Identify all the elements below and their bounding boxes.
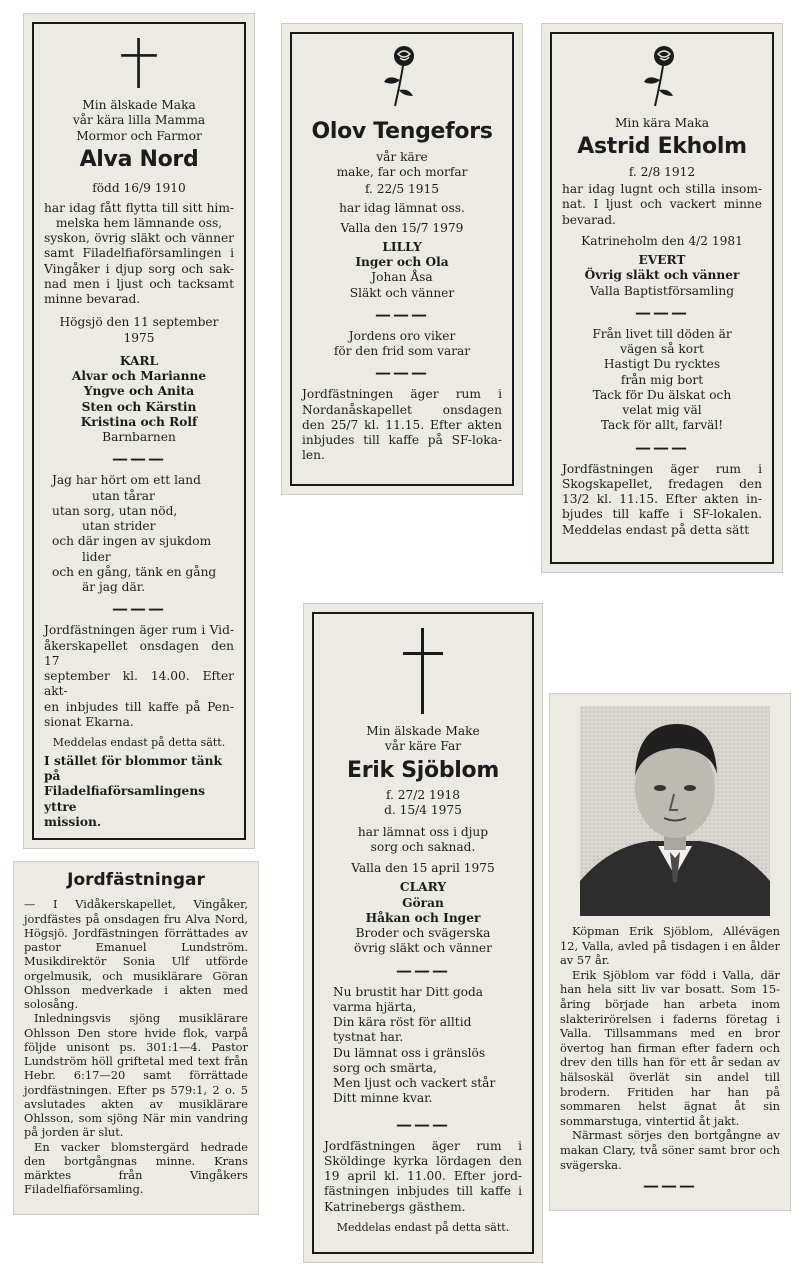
funeral-info: Jordfästningen äger rum i Sköldinge kyrka lördagen den 19 april kl. 11.00. Efter jord- fästningen inbjudes till kaffe i Katrinebergs gästhem. <box>324 1138 522 1214</box>
mourners-primary: EVERT Övrig släkt och vänner <box>584 253 740 283</box>
mourners-grandchildren: Barnbarnen <box>102 430 176 444</box>
mourners-primary: CLARY Göran Håkan och Inger <box>365 880 481 925</box>
place-date: Valla den 15/7 1979 <box>340 220 464 235</box>
news-erik-sjoblom <box>550 694 790 1210</box>
poem: Från livet till döden är vägen så kort Hastigt Du rycktes från mig bort Tack för Du älskat och velat mig väl Tack för allt, farväl! <box>592 326 732 433</box>
divider: ——— <box>396 960 450 980</box>
deceased-name: Olov Tengefors <box>311 119 493 144</box>
article-paragraph: Inledningsvis sjöng musiklärare Ohlsson Den store hvide flok, varpå följde unisont ps. 301:1—4. Pastor Lundström höll griftetal med text från Hebr. 6:17—20 samt förrättade jordfästningen. Efter ps 579:1, 2 o. 5 avslutades akten av musiklärare Ohlsson, som sjöng När min vandring på jorden är slut. <box>24 1011 248 1140</box>
obituary-intro: Min älskade Make vår käre Far <box>366 724 480 754</box>
poem: Jag har hört om ett land utan tårar utan sorg, utan nöd, utan strider och där ingen av sjukdom lider och en gång, tänk en gång är jag där. <box>52 473 217 594</box>
obituary-intro: Min älskade Maka vår kära lilla Mamma Mormor och Farmor <box>72 98 206 143</box>
mourners: Broder och svägerska övrig släkt och vänner <box>354 926 492 956</box>
obituary-body: har idag lugnt och stilla insom- nat. I ljust och vackert minne bevarad. <box>562 182 762 227</box>
place-date: Högsjö den 11 september 1975 <box>59 315 219 345</box>
birth-date: f. 22/5 1915 <box>364 182 440 196</box>
article-title: Jordfästningar <box>67 870 205 890</box>
birth-date: f. 2/8 1912 <box>628 164 696 179</box>
divider: ——— <box>396 1114 450 1134</box>
obituary-body: har idag lämnat oss. <box>339 201 465 216</box>
divider: ——— <box>375 363 429 383</box>
divider: ——— <box>635 437 689 457</box>
obituary-intro: Min kära Maka <box>614 116 710 130</box>
notice: Meddelas endast på detta sätt. <box>336 1220 510 1234</box>
news-paragraph: Närmast sörjes den bortgångne av makan Clary, två söner samt bror och svägerska. <box>560 1128 780 1172</box>
deceased-name: Astrid Ekholm <box>577 134 747 160</box>
divider: ——— <box>112 599 166 619</box>
cross-icon <box>401 628 445 714</box>
divider: ——— <box>112 449 166 469</box>
mourners: Johan Åsa Släkt och vänner <box>349 270 455 300</box>
cross-icon <box>117 38 161 88</box>
obituary-body: har lämnat oss i djup sorg och saknad. <box>357 824 489 854</box>
news-paragraph: Köpman Erik Sjöblom, Allévägen 12, Valla, avled på tisdagen i en ålder av 57 år. <box>560 924 780 968</box>
obituary-olov-tengefors <box>282 24 522 494</box>
obituary-erik-sjoblom <box>304 604 542 1262</box>
portrait-photo <box>580 706 770 916</box>
notice: Meddelas endast på detta sätt. <box>52 736 226 749</box>
divider: ——— <box>635 302 689 322</box>
church: Valla Baptistförsamling <box>589 283 735 298</box>
mourners-primary: LILLY Inger och Ola <box>355 239 449 269</box>
news-paragraph: Erik Sjöblom var född i Valla, där han hela sitt liv var bosatt. Som 15-åring började han arbeta inom slakterirörelsen i faderns företag i Valla. Tillsammans med en bror övertog han firman efter fadern och drev den tills han för ett år sedan av hälsoskäl överlät sin andel till brodern. Fritiden har han på sommaren helst ägnat åt sin sommarstuga, vintertid åt jakt. <box>560 967 780 1128</box>
deceased-name: Alva Nord <box>79 146 199 172</box>
obituary-astrid-ekholm <box>542 24 782 572</box>
verse: Jordens oro viker för den frid som varar <box>333 328 471 358</box>
place-date: Valla den 15 april 1975 <box>351 861 495 875</box>
deceased-name: Erik Sjöblom <box>347 757 499 783</box>
rose-icon <box>642 44 682 110</box>
article-paragraph: — I Vidåkerskapellet, Vingåker, jordfästes på onsdagen fru Alva Nord, Högsjö. Jordfästningen förrättades av pastor Emanuel Lundström. Musikdirektör Sonia Ulf utförde orgelmusik, och musiklärare Göran Ohlsson medverkade i akten med solosång. <box>24 897 248 1011</box>
funeral-info: Jordfästningen äger rum i Skogskapellet, fredagen den 13/2 kl. 11.15. Efter akten in- bjudes till kaffe i SF-lokalen. Meddelas endast på detta sätt <box>562 461 762 537</box>
article-jordfastningar <box>14 862 258 1214</box>
divider: ——— <box>375 304 429 324</box>
rose-icon <box>382 44 422 110</box>
divider: ——— <box>643 1176 697 1196</box>
obituary-intro: vår käre make, far och morfar <box>336 149 468 179</box>
place-date: Katrineholm den 4/2 1981 <box>581 233 743 248</box>
obituary-alva-nord <box>24 14 254 848</box>
funeral-info: Jordfästningen äger rum i Vid- åkerskapellet onsdagen den 17 september kl. 14.00. Efter akt- en inbjudes till kaffe på Pen- sionat Ekarna. <box>44 623 234 729</box>
obituary-body: har idag fått flytta till sitt him- melska hem lämnande oss, syskon, övrig släkt och vänner samt Filadelfiaförsamlingen i Vingåker i djup sorg och sak- nad men i ljust och tacksamt minne bevarad. <box>44 200 234 306</box>
article-paragraph: En vacker blomstergärd hedrade den bortgångnas minne. Krans märktes från Vingåkers Filadelfiaförsamling. <box>24 1139 248 1197</box>
flowers-note: I stället för blommor tänk på Filadelfiaförsamlingens yttre mission. <box>44 753 222 829</box>
funeral-info: Jordfästningen äger rum i Nordanåskapellet onsdagen den 25/7 kl. 11.15. Efter akten inbjudes till kaffe på SF-loka- len. <box>302 387 502 463</box>
mourners: KARL Alvar och Marianne Yngve och Anita Sten och Kärstin Kristina och Rolf <box>71 353 207 429</box>
dates: f. 27/2 1918 d. 15/4 1975 <box>384 788 462 818</box>
birth-date: född 16/9 1910 <box>92 181 186 196</box>
poem: Nu brustit har Ditt goda varma hjärta, Din kära röst för alltid tystnat har. Du lämnat oss i gränslös sorg och smärta, Men ljust och vackert står Ditt minne kvar. <box>333 984 496 1106</box>
